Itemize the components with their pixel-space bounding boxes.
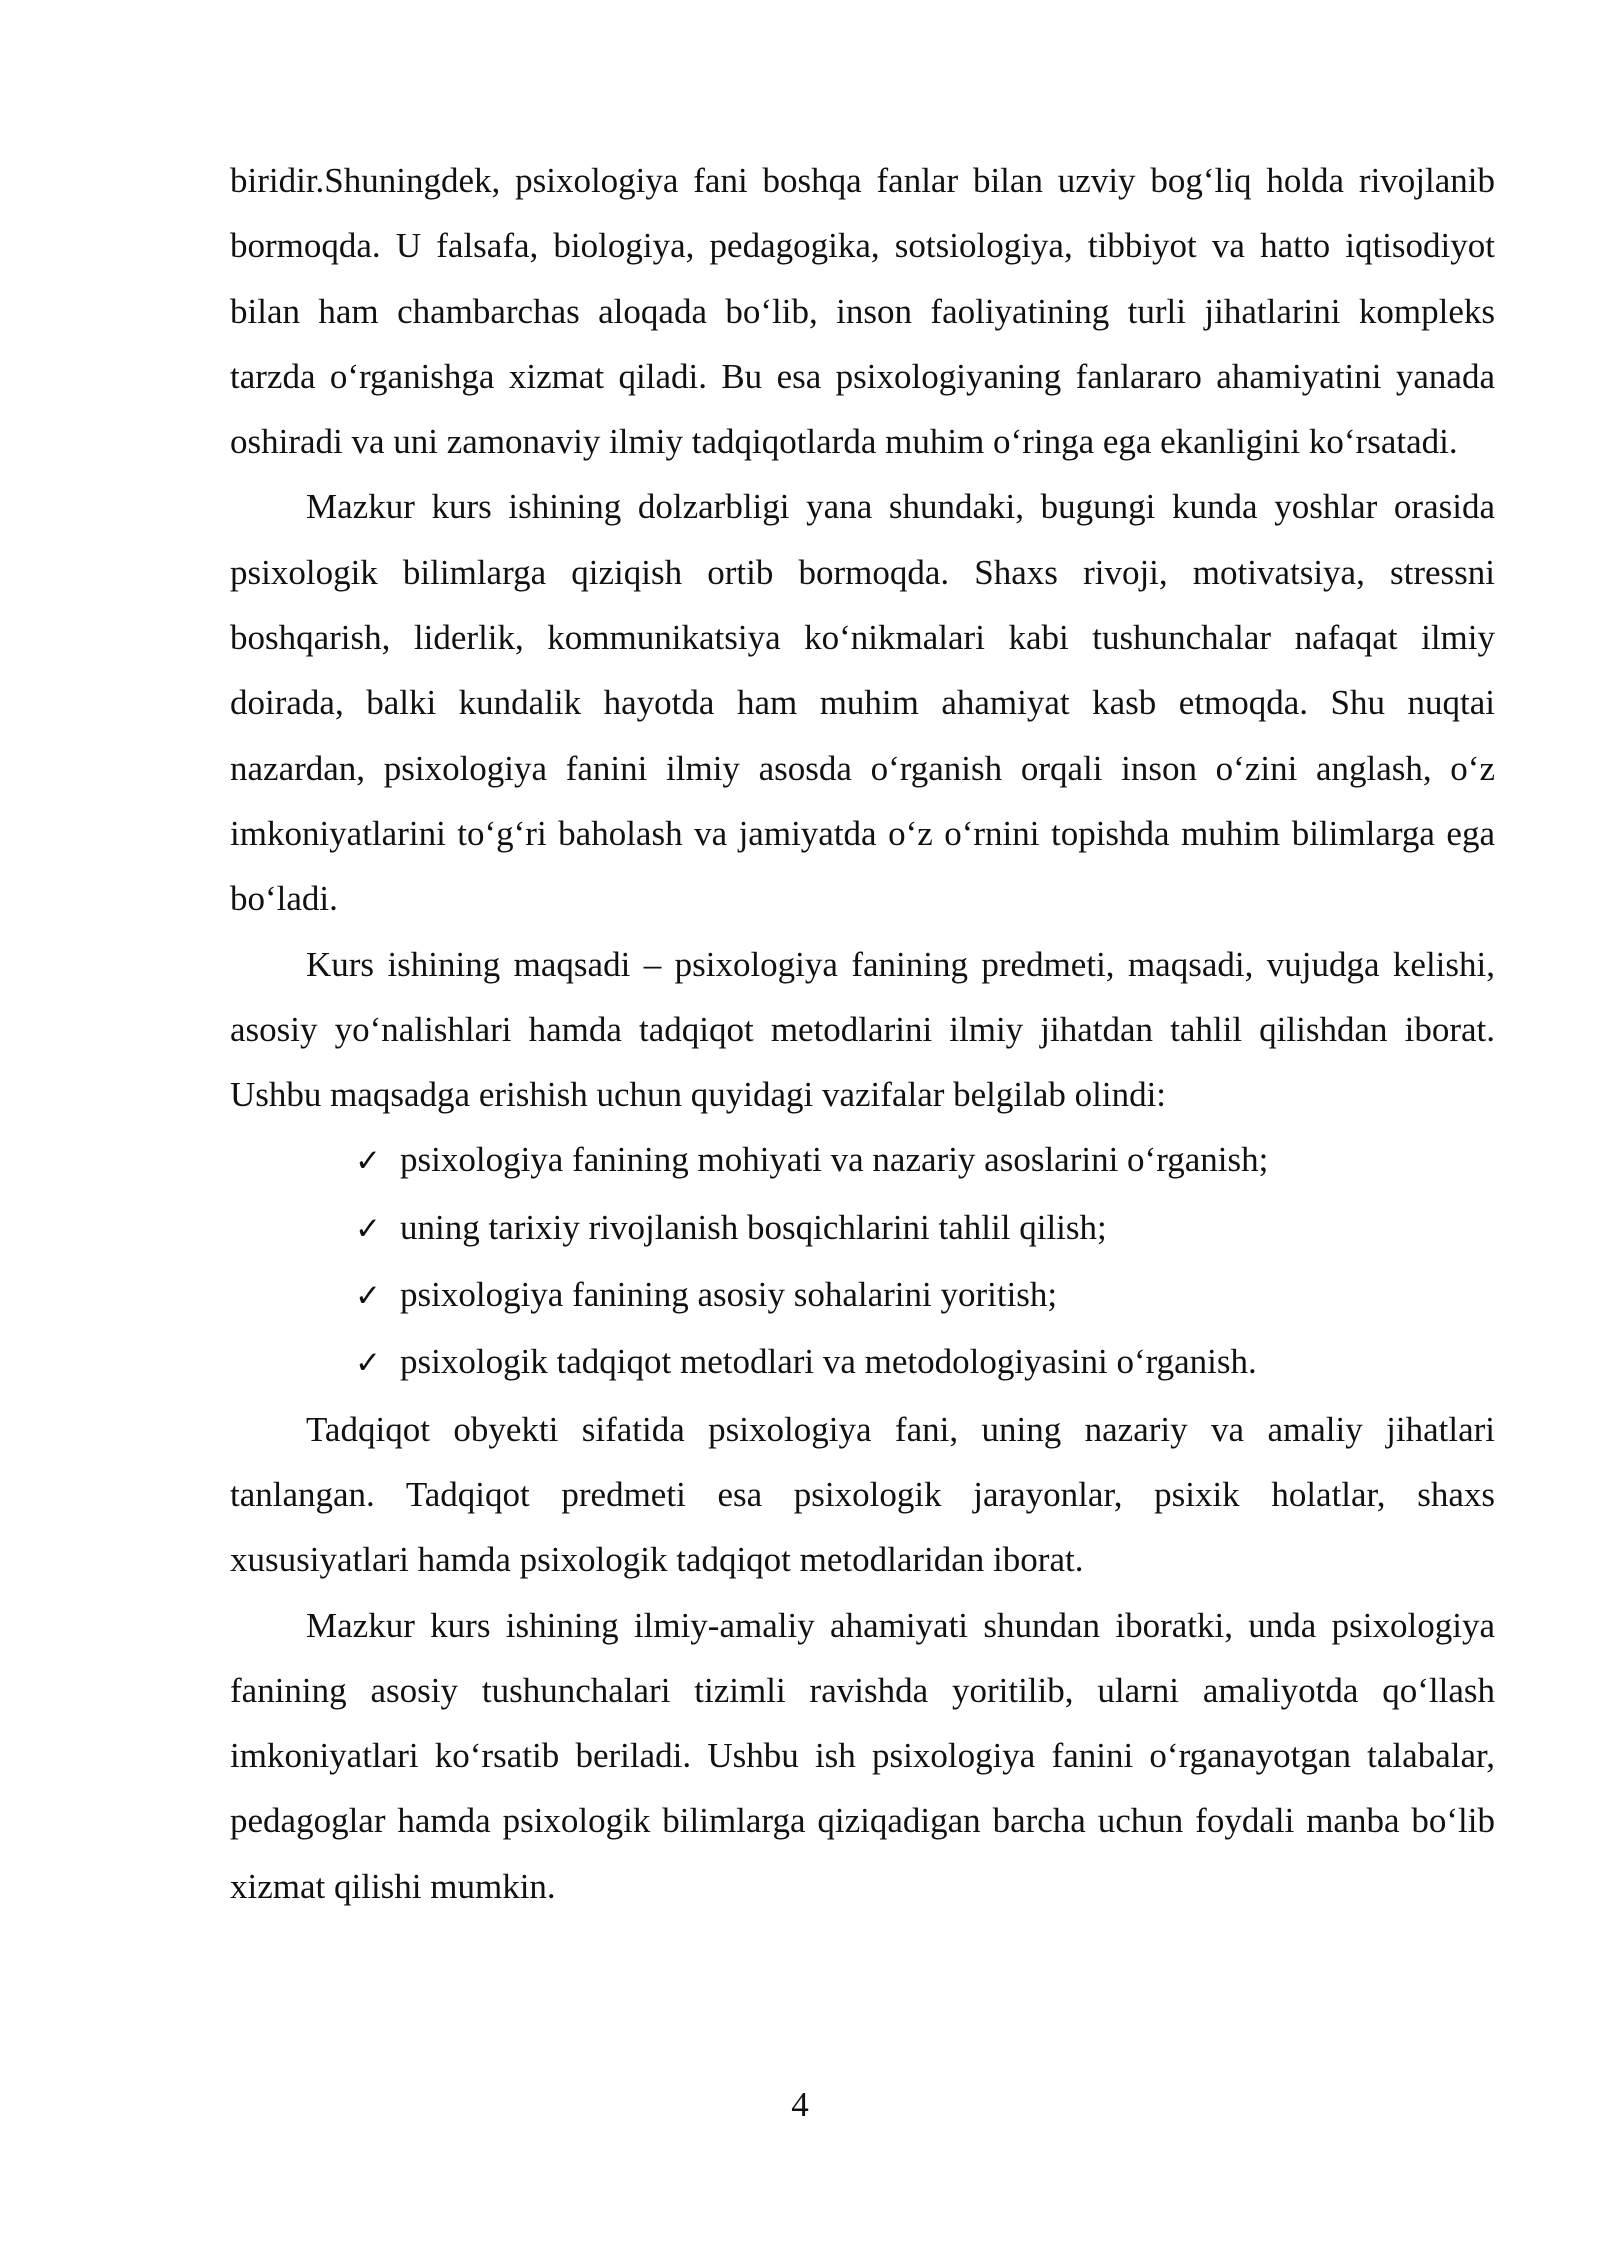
checkmark-icon: ✓ — [355, 1210, 381, 1247]
paragraph-relevance: Mazkur kurs ishining dolzarbligi yana shundaki, bugungi kunda yoshlar orasida psixologik bilimlarga qiziqish ortib bormoqda. Shaxs rivoji, motivatsiya, stressni boshqarish, liderlik, kommunikatsiya ko‘nikmalari kabi tushunchalar nafaqat ilmiy doirada, balki kundalik hayotda ham muhim ahamiyat kasb etmoqda. Shu nuqtai nazardan, psixologiya fanini ilmiy asosda o‘rganish orqali inson o‘zini anglash, o‘z imkoniyatlarini to‘g‘ri baholash va jamiyatda o‘z o‘rnini topishda muhim bilimlarga ega bo‘ladi. — [230, 487, 1495, 919]
checklist-item-text: uning tarixiy rivojlanish bosqichlarini tahlil qilish; — [400, 1207, 1107, 1247]
paragraph-object: Tadqiqot obyekti sifatida psixologiya fani, uning nazariy va amaliy jihatlari tanlangan. Tadqiqot predmeti esa psixologik jarayonlar, psixik holatlar, shaxs xususiyatlari hamda psixologik tadqiqot metodlaridan iborat. — [230, 1409, 1495, 1580]
checklist-item — [355, 1127, 1495, 1194]
checklist-item-text: psixologik tadqiqot metodlari va metodologiyasini o‘rganish. — [400, 1342, 1257, 1382]
checklist-item — [355, 1195, 1495, 1262]
checkmark-icon: ✓ — [355, 1345, 381, 1382]
checklist-item — [355, 1329, 1495, 1396]
paragraph-continuation: biridir.Shuningdek, psixologiya fani boshqa fanlar bilan uzviy bog‘liq holda rivojlanib bormoqda. U falsafa, biologiya, pedagogika, sotsiologiya, tibbiyot va hatto iqtisodiyot bilan ham chambarchas aloqada bo‘lib, inson faoliyatining turli jihatlarini kompleks tarzda o‘rganishga xizmat qiladi. Bu esa psixologiyaning fanlararo ahamiyatini yanada oshiradi va uni zamonaviy ilmiy tadqiqotlarda muhim o‘ringa ega ekanligini ko‘rsatadi. — [230, 161, 1495, 462]
checkmark-icon: ✓ — [355, 1143, 381, 1180]
checklist-item-text: psixologiya fanining asosiy sohalarini yoritish; — [400, 1275, 1058, 1315]
page-number: 4 — [791, 2085, 809, 2124]
task-checklist — [230, 1127, 1495, 1396]
document-page — [230, 148, 1495, 1919]
checkmark-icon: ✓ — [355, 1278, 381, 1315]
paragraph-significance: Mazkur kurs ishining ilmiy-amaliy ahamiyati shundan iboratki, unda psixologiya fanining asosiy tushunchalari tizimli ravishda yoritilib, ularni amaliyotda qo‘llash imkoniyatlari ko‘rsatib beriladi. Ushbu ish psixologiya fanini o‘rganayotgan talabalar, pedagoglar hamda psixologik bilimlarga qiziqadigan barcha uchun foydali manba bo‘lib xizmat qilishi mumkin. — [230, 1605, 1495, 1906]
paragraph-goal: Kurs ishining maqsadi – psixologiya fanining predmeti, maqsadi, vujudga kelishi, asosiy yo‘nalishlari hamda tadqiqot metodlarini ilmiy jihatdan tahlil qilishdan iborat. Ushbu maqsadga erishish uchun quyidagi vazifalar belgilab olindi: — [230, 944, 1495, 1115]
checklist-item-text: psixologiya fanining mohiyati va nazariy asoslarini o‘rganish; — [400, 1140, 1269, 1180]
checklist-item — [355, 1262, 1495, 1329]
